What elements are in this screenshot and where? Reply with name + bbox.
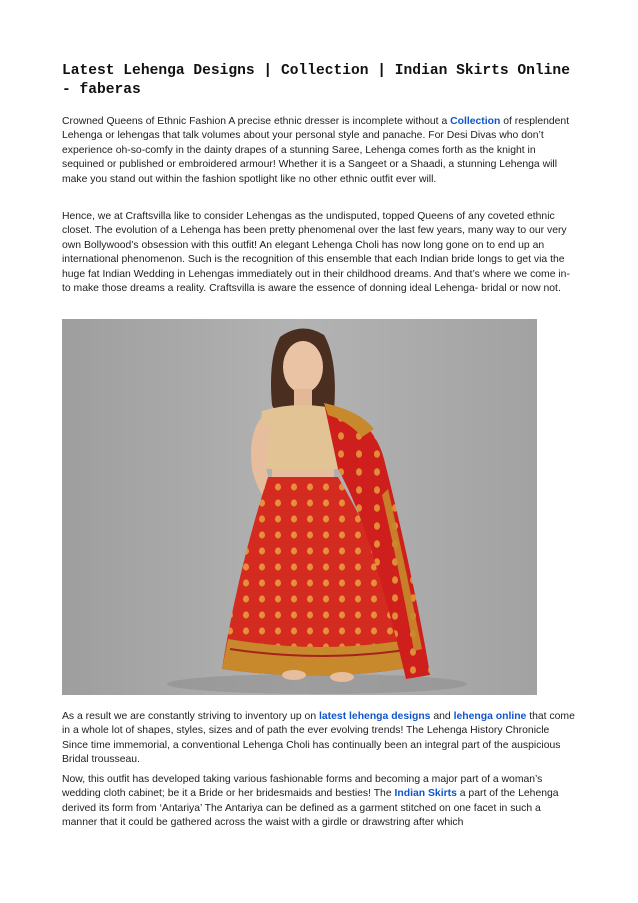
lehenga-model-photo: [62, 319, 537, 695]
intro-paragraph: [62, 115, 578, 187]
inventory-text-start: As a result we are constantly striving to inventory up on: [62, 711, 320, 722]
lehenga-online-link[interactable]: lehenga online: [453, 711, 527, 722]
history-text-end: a part of the Lehenga derived its form from ‘Antariya’ The Antariya can be defined as a garment stitched on one facet in such a manner that it could be gathered across the waist with a girdle or drawstring after which: [62, 788, 559, 829]
history-paragraph: [62, 773, 578, 831]
inventory-text-end: that come in a whole lot of shapes, styles, sizes and of path the ever evolving trends! The Lehenga History Chronicle Since time immemorial, a conventional Lehenga Choli has continually been an integral part of the auspicious Bridal trousseau.: [62, 711, 575, 766]
inventory-text-mid: and: [430, 711, 454, 722]
latest-lehenga-designs-link[interactable]: latest lehenga designs: [319, 711, 431, 722]
collection-link[interactable]: Collection: [450, 116, 501, 127]
craftsvilla-paragraph: Hence, we at Craftsvilla like to consider Lehengas as the undisputed, topped Queens of any coveted ethnic closet. The evolution of a Lehenga has been pretty phenomenal over the last few years, many way to our very own Bollywood’s obsession with this outfit! An elegant Lehenga Choli has now long gone on to end up an international phenomenon. Such is the recognition of this ensemble that each Indian bride longs to get via the huge fat Indian Wedding in Lehengas immediately out in their childhood dreams. And that’s where we come in- to make those dreams a reality. Craftsvilla is aware the essence of donning ideal Lehenga- bridal or now not.: [62, 211, 570, 295]
indian-skirts-link[interactable]: Indian Skirts: [394, 788, 457, 800]
intro-text-end: of resplendent Lehenga or lehengas that talk volumes about your personal style and panache. For Desi Divas who don’t experience oh-so-comfy in the dainty drapes of a stunning Saree, Lehenga comes forth as the knight in sequined or published or embroidered armour! Whether it is a Sangeet or a Shaadi, a stunning Lehenga will make you stand out within the fashion spotlight like no other ethnic outfit ever will.: [62, 116, 570, 185]
inventory-paragraph: [62, 710, 578, 768]
lehenga-illustration: [62, 319, 537, 695]
history-text-start: Now, this outfit has developed taking various fashionable forms and becoming a major part of a woman’s wedding cloth cabinet; be it a Bride or her bridesmaids and besties! The: [62, 774, 543, 800]
intro-text-start: Crowned Queens of Ethnic Fashion A precise ethnic dresser is incomplete without a: [62, 116, 451, 127]
page-title: Latest Lehenga Designs | Collection | Indian Skirts Online - faberas: [62, 63, 570, 98]
